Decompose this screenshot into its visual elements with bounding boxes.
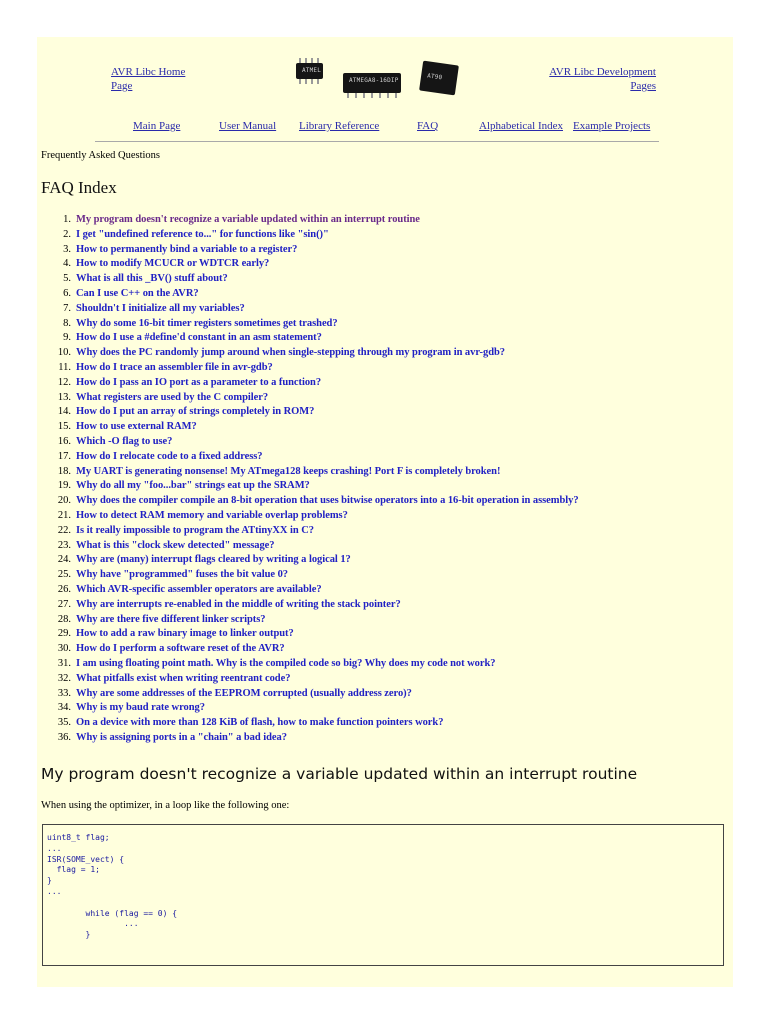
code-example-block: [42, 824, 724, 966]
avr-libc-home-link[interactable]: AVR Libc Home Page: [111, 66, 186, 92]
faq-item-number: 17.: [57, 450, 71, 462]
chip-pin: [371, 93, 373, 98]
faq-item-number: 15.: [57, 421, 71, 433]
faq-question-link[interactable]: How do I trace an assembler file in avr-gdb?: [76, 361, 273, 373]
faq-list-item: [41, 228, 731, 243]
faq-item-number: 32.: [57, 672, 71, 684]
code-line: ...: [47, 919, 139, 929]
faq-list-item: [41, 672, 731, 687]
main-nav-menu: [133, 119, 653, 135]
nav-faq[interactable]: FAQ: [417, 120, 439, 132]
faq-question-link[interactable]: How to permanently bind a variable to a register?: [76, 243, 298, 255]
faq-item-number: 24.: [57, 554, 71, 566]
faq-item-number: 9.: [63, 332, 71, 344]
faq-question-link[interactable]: What pitfalls exist when writing reentrant code?: [76, 672, 291, 684]
faq-list-item: [41, 420, 731, 435]
faq-question-link[interactable]: How do I use a #define'd constant in an asm statement?: [76, 332, 322, 344]
code-line: }: [47, 876, 52, 886]
chip-pin: [355, 93, 357, 98]
faq-question-link[interactable]: Why do some 16-bit timer registers sometimes get trashed?: [76, 317, 338, 329]
faq-list-item: [41, 494, 731, 509]
nav-divider: [95, 141, 659, 142]
chip-label: ATMEGA8-16DIP: [349, 77, 399, 84]
faq-list-item: [41, 317, 731, 332]
dip-chip-small-icon: [296, 63, 323, 79]
faq-question-link[interactable]: I am using floating point math. Why is the compiled code so big? Why does my code not work?: [76, 657, 496, 669]
faq-item-number: 12.: [57, 376, 71, 388]
faq-list-item: [41, 213, 731, 228]
faq-question-link[interactable]: How do I pass an IO port as a parameter to a function?: [76, 376, 322, 388]
faq-question-link[interactable]: Why is assigning ports in a "chain" a bad idea?: [76, 731, 287, 743]
faq-item-number: 14.: [57, 406, 71, 418]
faq-question-link[interactable]: Why are (many) interrupt flags cleared by writing a logical 1?: [76, 554, 351, 566]
faq-question-link[interactable]: On a device with more than 128 KiB of flash, how to make function pointers work?: [76, 717, 444, 729]
faq-list-item: [41, 243, 731, 258]
faq-list-item: [41, 391, 731, 406]
faq-list-item: [41, 465, 731, 480]
chip-pin: [387, 93, 389, 98]
avr-libc-development-link[interactable]: AVR Libc Development Pages: [549, 66, 656, 92]
faq-list-item: [41, 731, 731, 746]
nav-library-reference[interactable]: Library Reference: [299, 120, 380, 132]
chip-pin: [305, 58, 307, 63]
faq-question-link[interactable]: How to detect RAM memory and variable overlap problems?: [76, 509, 348, 521]
chip-label: AT90: [426, 72, 443, 82]
faq-list-item: [41, 568, 731, 583]
faq-list-item: [41, 583, 731, 598]
nav-user-manual[interactable]: User Manual: [219, 120, 277, 132]
dip-chip-long-icon: [343, 73, 401, 93]
faq-question-link[interactable]: How to modify MCUCR or WDTCR early?: [76, 258, 270, 270]
section-heading: My program doesn't recognize a variable updated within an interrupt routine: [41, 765, 638, 783]
faq-item-number: 10.: [57, 347, 71, 359]
faq-item-number: 27.: [57, 598, 71, 610]
section-intro-text: When using the optimizer, in a loop like the following one:: [41, 800, 290, 811]
breadcrumb: Frequently Asked Questions: [41, 150, 160, 161]
faq-item-number: 28.: [57, 613, 71, 625]
faq-list-item: [41, 331, 731, 346]
faq-list-item: [41, 598, 731, 613]
chip-pin: [311, 79, 313, 84]
faq-item-number: 18.: [57, 465, 71, 477]
faq-list-item: [41, 346, 731, 361]
faq-list-item: [41, 687, 731, 702]
chip-pin: [299, 58, 301, 63]
faq-item-number: 19.: [57, 480, 71, 492]
faq-list-item: [41, 509, 731, 524]
code-line: ...: [47, 886, 62, 896]
faq-question-link[interactable]: Which -O flag to use?: [76, 435, 173, 447]
chip-pin: [395, 93, 397, 98]
chip-pin: [305, 79, 307, 84]
faq-list-item: [41, 539, 731, 554]
chip-pin: [299, 79, 301, 84]
faq-list-item: [41, 627, 731, 642]
faq-item-number: 6.: [63, 287, 71, 299]
chip-pin: [363, 93, 365, 98]
faq-question-link[interactable]: Why does the PC randomly jump around when single-stepping through my program in avr-gdb?: [76, 347, 505, 359]
faq-item-number: 16.: [57, 435, 71, 447]
faq-list-item: [41, 287, 731, 302]
faq-list-item: [41, 302, 731, 317]
faq-question-link[interactable]: Is it really impossible to program the ATtinyXX in C?: [76, 524, 314, 536]
faq-question-link[interactable]: How to use external RAM?: [76, 421, 197, 433]
document-page: [37, 37, 733, 987]
chip-pin: [317, 58, 319, 63]
code-line: while (flag == 0) {: [47, 908, 178, 918]
faq-list-item: [41, 716, 731, 731]
faq-item-number: 22.: [57, 524, 71, 536]
code-line: ISR(SOME_vect) {: [47, 854, 125, 864]
faq-list-item: [41, 376, 731, 391]
faq-item-number: 35.: [57, 717, 71, 729]
faq-question-link[interactable]: My UART is generating nonsense! My ATmega128 keeps crashing! Port F is completely broken!: [76, 465, 501, 477]
faq-question-link[interactable]: Shouldn't I initialize all my variables?: [76, 302, 245, 314]
faq-question-link[interactable]: Why are there five different linker scripts?: [76, 613, 266, 625]
faq-question-link[interactable]: How to add a raw binary image to linker output?: [76, 628, 294, 640]
faq-item-number: 25.: [57, 569, 71, 581]
faq-question-list: [41, 213, 731, 746]
faq-item-number: 3.: [63, 243, 71, 255]
faq-question-link[interactable]: What registers are used by the C compiler?: [76, 391, 269, 403]
chip-pin: [311, 58, 313, 63]
faq-item-number: 1.: [63, 214, 71, 225]
faq-list-item: [41, 701, 731, 716]
faq-question-link[interactable]: Why have "programmed" fuses the bit value 0?: [76, 569, 288, 581]
faq-list-item: [41, 524, 731, 539]
nav-alphabetical-index[interactable]: Alphabetical Index: [479, 120, 563, 132]
nav-main-page[interactable]: Main Page: [133, 120, 181, 132]
faq-item-number: 7.: [63, 302, 71, 314]
faq-item-number: 4.: [63, 258, 71, 270]
faq-item-number: 2.: [63, 228, 71, 240]
faq-question-link[interactable]: Why are some addresses of the EEPROM corrupted (usually address zero)?: [76, 687, 412, 699]
code-line: [47, 898, 719, 909]
nav-example-projects[interactable]: Example Projects: [573, 120, 651, 132]
faq-question-link[interactable]: Why are interrupts re-enabled in the middle of writing the stack pointer?: [76, 598, 401, 610]
code-line: uint8_t flag;: [47, 833, 110, 842]
faq-list-item: [41, 613, 731, 628]
faq-question-link[interactable]: How do I put an array of strings completely in ROM?: [76, 406, 315, 418]
faq-item-number: 20.: [57, 495, 71, 507]
faq-list-item: [41, 450, 731, 465]
faq-question-link[interactable]: How do I perform a software reset of the AVR?: [76, 643, 285, 655]
faq-list-item: [41, 553, 731, 568]
faq-item-number: 33.: [57, 687, 71, 699]
faq-list-item: [41, 479, 731, 494]
faq-question-link[interactable]: What is all this _BV() stuff about?: [76, 273, 228, 285]
faq-item-number: 36.: [57, 731, 71, 743]
faq-item-number: 31.: [57, 657, 71, 669]
faq-item-number: 8.: [63, 317, 71, 329]
faq-question-link[interactable]: Which AVR-specific assembler operators are available?: [76, 583, 322, 595]
faq-question-link[interactable]: Why is my baud rate wrong?: [76, 702, 205, 714]
faq-question-link[interactable]: I get "undefined reference to..." for functions like "sin()": [76, 228, 329, 240]
faq-item-number: 29.: [57, 628, 71, 640]
faq-list-item: [41, 257, 731, 272]
faq-item-number: 23.: [57, 539, 71, 551]
faq-list-item: [41, 405, 731, 420]
faq-item-number: 5.: [63, 273, 71, 285]
chip-label: ATMEL: [302, 67, 322, 74]
faq-question-link[interactable]: My program doesn't recognize a variable updated within an interrupt routine: [76, 214, 420, 225]
tqfp-chip-icon: [419, 61, 459, 96]
faq-list-item: [41, 435, 731, 450]
chip-pin: [379, 93, 381, 98]
code-line: flag = 1;: [47, 865, 100, 875]
faq-question-link[interactable]: Why does the compiler compile an 8-bit operation that uses bitwise operators into a 16-bit operation in assembly?: [76, 495, 579, 507]
faq-question-link[interactable]: What is this "clock skew detected" message?: [76, 539, 275, 551]
faq-item-number: 26.: [57, 583, 71, 595]
chip-pin: [317, 79, 319, 84]
faq-item-number: 11.: [58, 361, 71, 373]
faq-list-item: [41, 361, 731, 376]
faq-question-link[interactable]: How do I relocate code to a fixed address?: [76, 450, 263, 462]
faq-item-number: 30.: [57, 643, 71, 655]
faq-list-item: [41, 657, 731, 672]
faq-question-link[interactable]: Can I use C++ on the AVR?: [76, 287, 199, 299]
faq-item-number: 34.: [57, 702, 71, 714]
faq-index-heading: FAQ Index: [41, 178, 117, 197]
avr-chips-logo: [293, 55, 473, 109]
faq-list-item: [41, 272, 731, 287]
faq-list-item: [41, 642, 731, 657]
faq-item-number: 13.: [57, 391, 71, 403]
faq-question-link[interactable]: Why do all my "foo...bar" strings eat up the SRAM?: [76, 480, 310, 492]
code-line: }: [47, 930, 91, 940]
chip-pin: [347, 93, 349, 98]
faq-item-number: 21.: [57, 509, 71, 521]
code-line: ...: [47, 843, 62, 853]
